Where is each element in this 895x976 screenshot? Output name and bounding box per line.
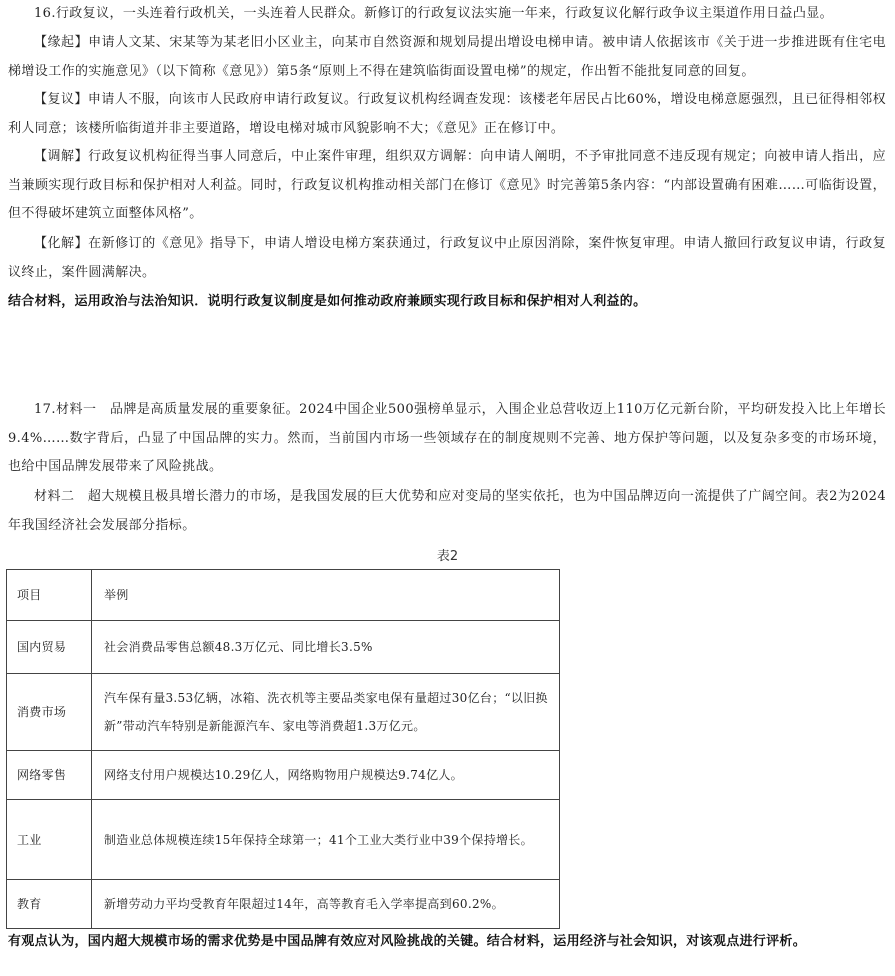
- section-text: 行政复议机构征得当事人同意后，中止案件审理，组织双方调解：向申请人阐明，不予审批同意不违反现有规定；向被申请人指出，应当兼顾实现行政目标和保护相对人利益。同时，行政复议机构推动相关部门在修订《意见》时完善第5条内容：“内部设置确有困难……可临街设置，但不得破坏建筑立面整体风格”。: [8, 149, 886, 221]
- table-cell-item: 教育: [7, 880, 92, 929]
- table-cell-item: 工业: [7, 800, 92, 880]
- q16-section-resolution: [8, 230, 886, 287]
- q16-section-origin: [8, 29, 886, 86]
- table-cell-example: 网络支付用户规模达10.29亿人，网络购物用户规模达9.74亿人。: [92, 751, 560, 800]
- table-header-item: 项目: [7, 570, 92, 621]
- table-cell-example: 新增劳动力平均受教育年限超过14年，高等教育毛入学率提高到60.2%。: [92, 880, 560, 929]
- table-row: [7, 880, 560, 929]
- table-cell-example: 社会消费品零售总额48.3万亿元、同比增长3.5%: [92, 621, 560, 674]
- table-cell-item: 消费市场: [7, 674, 92, 751]
- table-cell-example: 制造业总体规模连续15年保持全球第一；41个工业大类行业中39个保持增长。: [92, 800, 560, 880]
- q16-section-mediation: [8, 143, 886, 229]
- table-header-row: [7, 570, 560, 621]
- table-caption: 表2: [436, 549, 459, 564]
- table-cell-example: 汽车保有量3.53亿辆，冰箱、洗衣机等主要品类家电保有量超过30亿台；“以旧换新”带动汽车特别是新能源汽车、家电等消费超1.3万亿元。: [92, 674, 560, 751]
- table-cell-item: 国内贸易: [7, 621, 92, 674]
- section-tag: 【缘起】: [34, 35, 89, 50]
- section-text: 申请人文某、宋某等为某老旧小区业主，向某市自然资源和规划局提出增设电梯申请。被申请人依据该市《关于进一步推进既有住宅电梯增设工作的实施意见》（以下简称《意见》）第5条“原则上不得在建筑临街面设置电梯”的规定，作出暂不能批复同意的回复。: [8, 35, 886, 79]
- table-row: [7, 621, 560, 674]
- indicators-table: [6, 569, 560, 929]
- q17-material-1: 17.材料一 品牌是高质量发展的重要象征。2024中国企业500强榜单显示，入围企业总营收迈上110万亿元新台阶，平均研发投入比上年增长9.4%……数字背后，凸显了中国品牌的实力。然而，当前国内市场一些领域存在的制度规则不完善、地方保护等问题，以及复杂多变的市场环境，也给中国品牌发展带来了风险挑战。: [8, 402, 886, 474]
- q17-material-2: 材料二 超大规模且极具增长潜力的市场，是我国发展的巨大优势和应对变局的坚实依托，也为中国品牌迈向一流提供了广阔空间。表2为2024年我国经济社会发展部分指标。: [8, 489, 886, 533]
- table-row: [7, 674, 560, 751]
- table-row: [7, 751, 560, 800]
- q17-question: 有观点认为，国内超大规模市场的需求优势是中国品牌有效应对风险挑战的关键。结合材料，运用经济与社会知识，对该观点进行评析。: [8, 934, 807, 949]
- q16-section-review: [8, 86, 886, 143]
- section-text: 在新修订的《意见》指导下，申请人增设电梯方案获通过，行政复议中止原因消除，案件恢复审理。申请人撤回行政复议申请，行政复议终止，案件圆满解决。: [8, 236, 886, 280]
- q16-title: 16.行政复议，一头连着行政机关，一头连着人民群众。新修订的行政复议法实施一年来，行政复议化解行政争议主渠道作用日益凸显。: [34, 6, 834, 21]
- table-row: [7, 800, 560, 880]
- q16-question: 结合材料，运用政治与法治知识．说明行政复议制度是如何推动政府兼顾实现行政目标和保护相对人利益的。: [8, 294, 647, 309]
- table-cell-item: 网络零售: [7, 751, 92, 800]
- section-text: 申请人不服，向该市人民政府申请行政复议。行政复议机构经调查发现：该楼老年居民占比60%，增设电梯意愿强烈，且已征得相邻权利人同意；该楼所临街道并非主要道路，增设电梯对城市风貌影响不大；《意见》正在修订中。: [8, 92, 886, 136]
- section-tag: 【调解】: [34, 149, 89, 164]
- table-header-example: 举例: [92, 570, 560, 621]
- section-tag: 【复议】: [34, 92, 88, 107]
- section-tag: 【化解】: [34, 236, 89, 251]
